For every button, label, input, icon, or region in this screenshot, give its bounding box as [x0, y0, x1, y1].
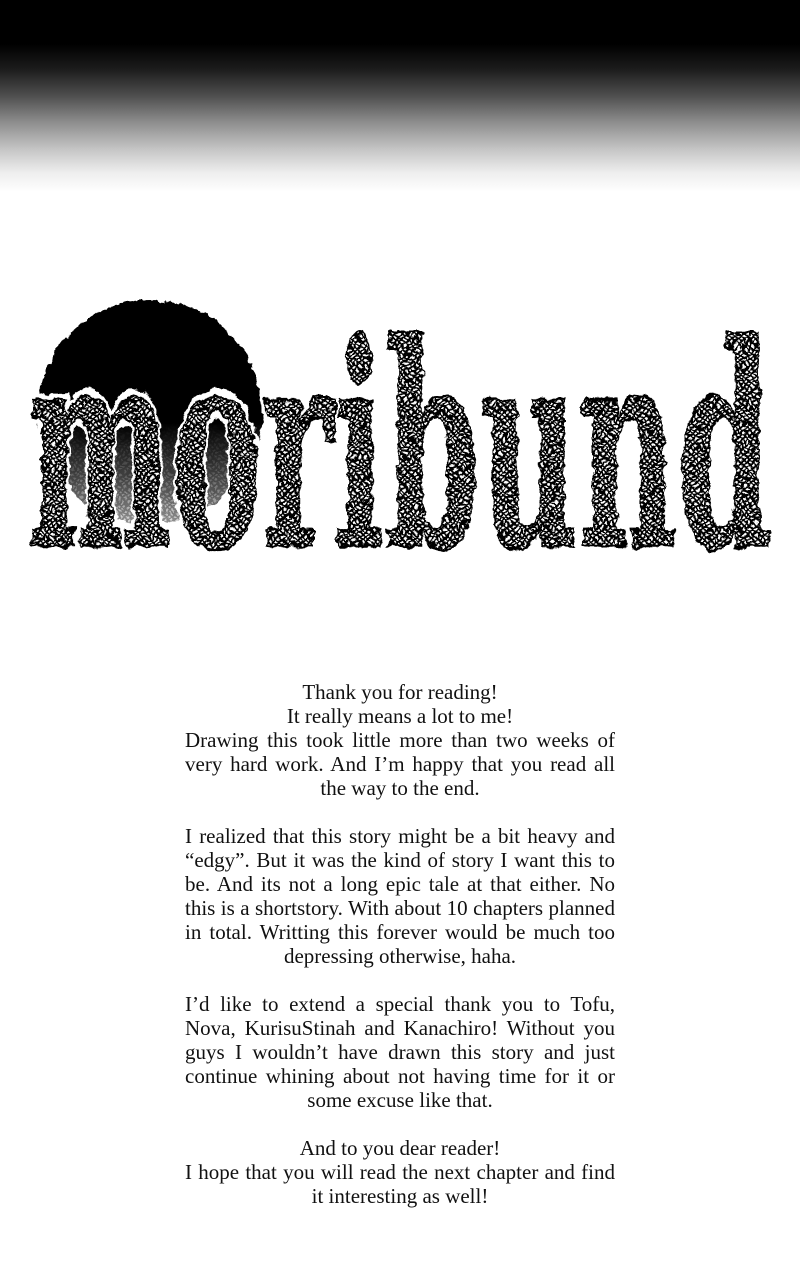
logo-text: moribund	[28, 281, 772, 608]
story-notes-paragraph	[185, 824, 615, 968]
afterword-line: Thank you for reading!	[302, 680, 498, 704]
afterword-text	[185, 680, 615, 1232]
title-logo	[0, 268, 800, 608]
afterword-line: It really means a lot to me!	[286, 704, 514, 728]
afterword-line: I realized that this story might be a bit heavy and “edgy”. But it was the kind of story I want this to be. And its not a long epic tale at that either. No this is a shortstory. With about 10 chapters planned in total. Writting this forever would be much too depressing otherwise, haha.	[185, 824, 615, 968]
reader-paragraph	[185, 1136, 615, 1208]
title-logo-svg	[0, 268, 800, 608]
top-fade-gradient	[0, 0, 800, 192]
afterword-line: I’d like to extend a special thank you to Tofu, Nova, KurisuStinah and Kanachiro! Without you guys I wouldn’t have drawn this story and just continue whining about not having time for it or some excuse like that.	[185, 992, 615, 1112]
logo-text-halo: moribund	[28, 281, 772, 608]
afterword-line: And to you dear reader!	[299, 1136, 501, 1160]
afterword-line: Drawing this took little more than two weeks of very hard work. And I’m happy that you read all the way to the end.	[185, 728, 615, 800]
afterword-line: I hope that you will read the next chapter and find it interesting as well!	[185, 1160, 615, 1208]
special-thanks-paragraph	[185, 992, 615, 1112]
thanks-paragraph	[185, 680, 615, 800]
